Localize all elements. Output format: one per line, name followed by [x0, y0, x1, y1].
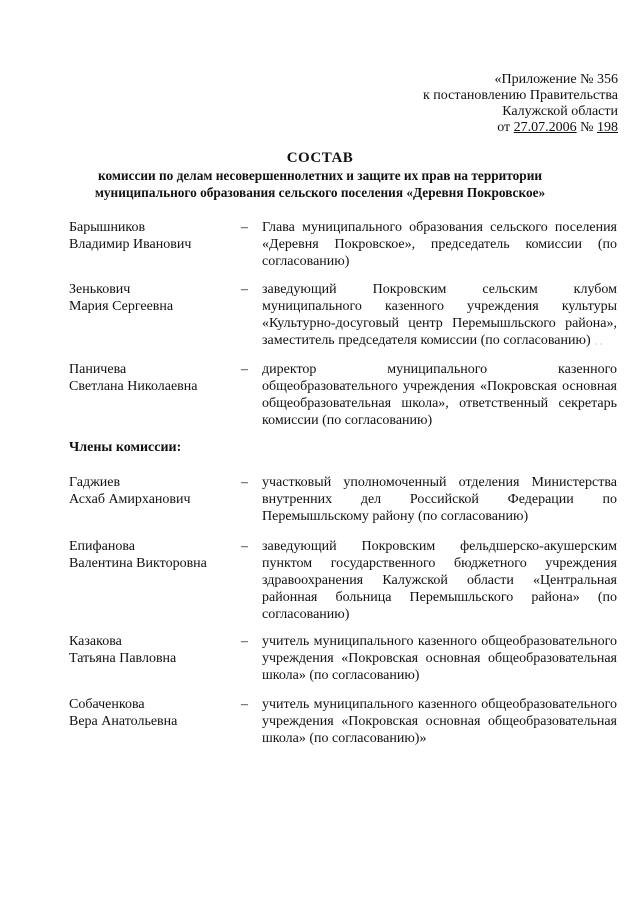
- separator-dash: –: [241, 220, 248, 235]
- person-name: [69, 474, 239, 508]
- person-surname: Барышников: [69, 220, 146, 235]
- person-role: заведующий Покровским фельдшерско-акушерским пунктом государственного бюджетного учреждения здравоохранения Калужской области «Центральная районная больница Перемышльского района» (по согласованию): [262, 539, 617, 622]
- appendix-line-2: к постановлению Правительства: [422, 88, 618, 103]
- document-title: [0, 149, 640, 201]
- title-heading: СОСТАВ: [286, 150, 354, 166]
- person-role: Глава муниципального образования сельского поселения «Деревня Покровское», председатель комиссии (по согласованию): [262, 220, 617, 269]
- person-given-name: Владимир Иванович: [69, 237, 192, 252]
- title-line-1: комиссии по делам несовершеннолетних и защите их прав на территории: [97, 168, 543, 183]
- person-given-name: Мария Сергеевна: [69, 299, 174, 314]
- person-given-name: Татьяна Павловна: [69, 651, 177, 666]
- person-surname: Зенькович: [69, 282, 131, 297]
- appendix-line-3: Калужской области: [502, 104, 618, 119]
- separator-dash: –: [241, 634, 248, 649]
- decree-number: 198: [597, 120, 618, 135]
- members-heading: Члены комиссии:: [69, 440, 182, 455]
- scan-mark: · ·: [595, 340, 603, 349]
- person-name: [69, 219, 239, 253]
- separator-dash: –: [241, 539, 248, 554]
- person-given-name: Светлана Николаевна: [69, 379, 198, 394]
- separator-dash: –: [241, 362, 248, 377]
- person-surname: Епифанова: [69, 539, 135, 554]
- person-name: [69, 281, 239, 315]
- number-separator: №: [576, 120, 597, 135]
- person-role: директор муниципального казенного общеобразовательного учреждения «Покровская основная общеобразовательная школа», ответственный секретарь комиссии (по согласованию): [262, 362, 617, 428]
- person-given-name: Валентина Викторовна: [69, 556, 207, 571]
- decree-date: 27.07.2006: [513, 120, 577, 135]
- date-prefix: от: [497, 120, 514, 135]
- appendix-reference: [423, 72, 618, 136]
- separator-dash: –: [241, 282, 248, 297]
- separator-dash: –: [241, 697, 248, 712]
- person-surname: Паничева: [69, 362, 127, 377]
- appendix-line-1: «Приложение № 356: [494, 72, 618, 87]
- person-name: [69, 361, 239, 395]
- person-role: участковый уполномоченный отделения Министерства внутренних дел Российской Федерации по Перемышльскому району (по согласованию): [262, 475, 617, 524]
- separator-dash: –: [241, 475, 248, 490]
- person-name: [69, 538, 239, 572]
- person-surname: Гаджиев: [69, 475, 121, 490]
- person-name: [69, 633, 239, 667]
- appendix-date-line: [423, 120, 618, 136]
- person-role: учитель муниципального казенного общеобразовательного учреждения «Покровская основная общеобразовательная школа» (по согласованию)»: [262, 697, 617, 746]
- person-surname: Казакова: [69, 634, 122, 649]
- person-given-name: Асхаб Амирханович: [69, 492, 191, 507]
- person-role: заведующий Покровским сельским клубом муниципального казенного учреждения культуры «Культурно-досуговый центр Перемышльского района», заместитель председателя комиссии (по согласованию): [262, 282, 617, 348]
- person-role: учитель муниципального казенного общеобразовательного учреждения «Покровская основная общеобразовательная школа» (по согласованию): [262, 634, 617, 683]
- title-line-2: муниципального образования сельского поселения «Деревня Покровское»: [94, 185, 546, 200]
- person-given-name: Вера Анатольевна: [69, 714, 178, 729]
- person-surname: Собаченкова: [69, 697, 145, 712]
- person-name: [69, 696, 239, 730]
